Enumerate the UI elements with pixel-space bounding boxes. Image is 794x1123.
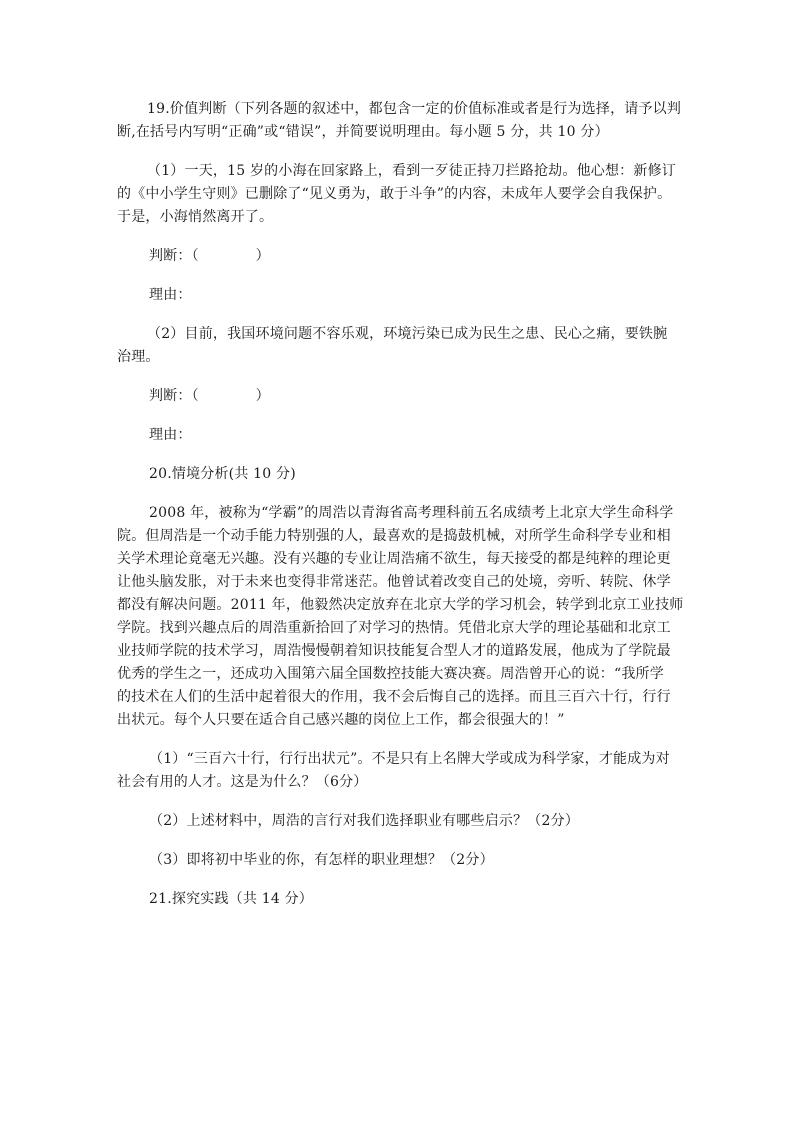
q19-item2-judge: 判断：（ ） (149, 388, 270, 404)
q20-passage-line-7: 业技师学院的技术学习，周浩慢慢朝着知识技能复合型人才的道路发展，他成为了学院最 (117, 643, 671, 659)
q19-item2-line-1: （2）目前，我国环境问题不容乐观，环境污染已成为民生之患、民心之痛，要铁腕 (147, 326, 668, 342)
q20-passage-line-9: 的技术在人们的生活中起着很大的作用，我不会后悔自己的选择。而且三百六十行，行行 (117, 689, 671, 705)
q20-sub1-line-1: （1）“三百六十行，行行出状元”。不是只有上名牌大学或成为科学家，才能成为对 (149, 751, 670, 767)
q20-passage (117, 502, 682, 732)
exam-page (117, 98, 682, 911)
q20-sub2: （2）上述材料中，周浩的言行对我们选择职业有哪些启示？（2分） (149, 813, 580, 829)
q19-item1-line-2: 的《中小学生守则》已删除了“见义勇为，敢于斗争”的内容，未成年人要学会自我保护。 (117, 186, 672, 202)
q20-passage-line-5: 都没有解决问题。2011 年，他毅然决定放弃在北京大学的学习机会，转学到北京工业技师 (117, 597, 684, 613)
q19-item1-judge: 判断：（ ） (149, 248, 270, 264)
q19-title-line-1: 19.价值判断（下列各题的叙述中，都包含一定的价值标准或者是行为选择，请予以判 (147, 101, 682, 117)
q19-title-line-2: 断,在括号内写明“正确”或“错误”，并简要说明理由。每小题 5 分，共 10 分） (117, 124, 609, 140)
q21-title: 21.探究实践（共 14 分） (149, 891, 313, 907)
q20-passage-line-8: 优秀的学生之一，还成功入围第六届全国数控技能大赛决赛。周浩曾开心的说：“我所学 (117, 666, 664, 682)
q20-title: 20.情境分析(共 10 分) (149, 466, 296, 482)
q20-passage-line-2: 院。但周浩是一个动手能力特别强的人，最喜欢的是捣鼓机械，对所学生命科学专业和相 (117, 528, 671, 544)
q19-item1-line-1: （1）一天，15 岁的小海在回家路上，看到一歹徒正持刀拦路抢劫。他心想：新修订 (147, 163, 676, 179)
q20-sub1-line-2: 社会有用的人才。这是为什么？（6分） (117, 774, 368, 790)
q20-sub3: （3）即将初中毕业的你，有怎样的职业理想？（2分） (149, 852, 494, 868)
q20-passage-line-6: 学院。找到兴趣点后的周浩重新拾回了对学习的热情。凭借北京大学的理论基础和北京工 (117, 620, 671, 636)
q20-passage-line-3: 关学术理论竟毫无兴趣。没有兴趣的专业让周浩痛不欲生，每天接受的都是纯粹的理论更 (117, 551, 671, 567)
q20-passage-line-10: 出状元。每个人只要在适合自己感兴趣的岗位上工作，都会很强大的！” (117, 712, 565, 728)
q19-item2-reason: 理由： (149, 427, 192, 443)
q20-passage-line-1: 2008 年，被称为“学霸”的周浩以青海省高考理科前五名成绩考上北京大学生命科学 (149, 505, 674, 521)
q20-passage-line-4: 让他头脑发胀，对于未来也变得非常迷茫。他曾试着改变自己的处境，旁听、转院、休学 (117, 574, 671, 590)
question-21 (117, 888, 682, 911)
question-20 (117, 463, 682, 872)
q19-item1-reason: 理由： (149, 287, 192, 303)
q19-item1-line-3: 于是，小海悄然离开了。 (117, 209, 274, 225)
question-19 (117, 98, 682, 447)
q19-item2-line-2: 治理。 (117, 349, 160, 365)
